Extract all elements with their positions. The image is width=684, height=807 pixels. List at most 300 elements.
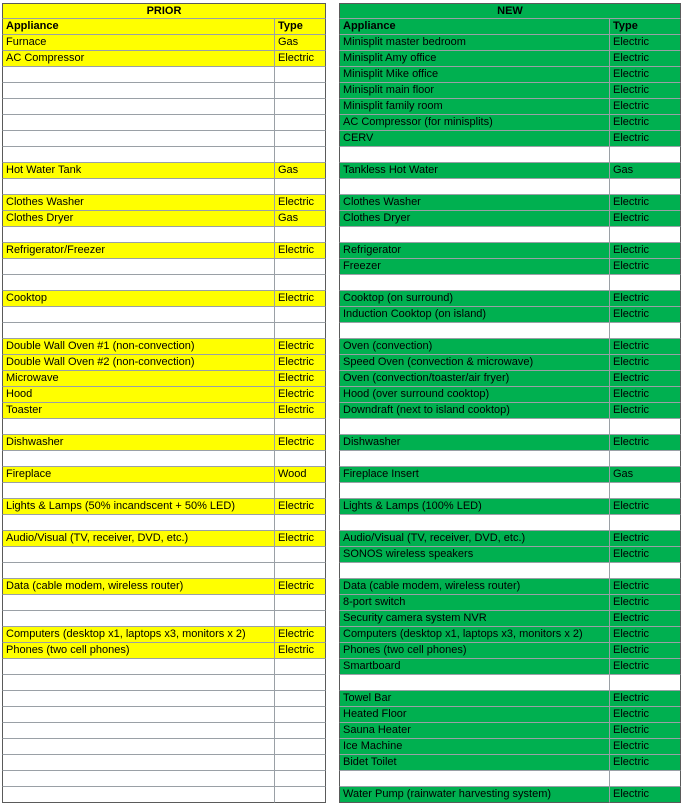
prior-type-cell[interactable]: Electric (275, 387, 326, 403)
new-appliance-cell[interactable]: Smartboard (339, 659, 610, 675)
new-type-cell[interactable]: Electric (610, 307, 681, 323)
prior-table-row (2, 691, 326, 707)
prior-appliance-cell[interactable] (2, 323, 275, 339)
new-type-cell[interactable]: Electric (610, 115, 681, 131)
prior-table-row (2, 739, 326, 755)
prior-table-row (2, 115, 326, 131)
prior-table-row (2, 611, 326, 627)
new-type-cell[interactable]: Electric (610, 547, 681, 563)
new-appliance-cell[interactable] (339, 179, 610, 195)
new-type-cell[interactable]: Electric (610, 99, 681, 115)
prior-appliance-cell[interactable]: Microwave (2, 371, 275, 387)
new-title[interactable]: NEW (339, 3, 681, 19)
prior-type-cell[interactable] (275, 227, 326, 243)
prior-appliance-cell[interactable] (2, 771, 275, 787)
prior-type-cell[interactable] (275, 323, 326, 339)
new-table-row (339, 387, 681, 403)
new-table-row (339, 195, 681, 211)
new-type-cell[interactable] (610, 179, 681, 195)
prior-appliance-cell[interactable]: Cooktop (2, 291, 275, 307)
prior-appliance-cell[interactable] (2, 451, 275, 467)
prior-appliance-cell[interactable] (2, 739, 275, 755)
new-table-row (339, 707, 681, 723)
prior-type-cell[interactable] (275, 483, 326, 499)
new-table-row (339, 771, 681, 787)
prior-type-cell[interactable] (275, 115, 326, 131)
new-appliance-cell[interactable]: Freezer (339, 259, 610, 275)
prior-type-cell[interactable] (275, 547, 326, 563)
prior-table-row (2, 547, 326, 563)
prior-appliance-cell[interactable]: Refrigerator/Freezer (2, 243, 275, 259)
prior-type-cell[interactable]: Electric (275, 355, 326, 371)
prior-type-cell[interactable] (275, 451, 326, 467)
prior-appliance-cell[interactable] (2, 99, 275, 115)
prior-table-row (2, 291, 326, 307)
new-table-row (339, 403, 681, 419)
new-type-cell[interactable]: Electric (610, 611, 681, 627)
prior-appliance-cell[interactable] (2, 675, 275, 691)
prior-appliance-cell[interactable] (2, 707, 275, 723)
new-type-cell[interactable]: Electric (610, 531, 681, 547)
prior-type-cell[interactable] (275, 755, 326, 771)
new-type-cell[interactable]: Electric (610, 627, 681, 643)
new-header-appliance[interactable]: Appliance (339, 19, 610, 35)
prior-table (2, 3, 326, 803)
new-table-row (339, 147, 681, 163)
prior-table-row (2, 275, 326, 291)
prior-type-cell[interactable] (275, 179, 326, 195)
prior-header-type[interactable]: Type (275, 19, 326, 35)
new-table-row (339, 67, 681, 83)
prior-type-cell[interactable] (275, 659, 326, 675)
prior-type-cell[interactable] (275, 787, 326, 803)
prior-table-row (2, 723, 326, 739)
prior-appliance-cell[interactable] (2, 515, 275, 531)
new-appliance-cell[interactable]: Towel Bar (339, 691, 610, 707)
prior-table-row (2, 83, 326, 99)
prior-type-cell[interactable] (275, 147, 326, 163)
new-appliance-cell[interactable]: Water Pump (rainwater harvesting system) (339, 787, 610, 803)
new-appliance-cell[interactable]: SONOS wireless speakers (339, 547, 610, 563)
new-type-cell[interactable]: Electric (610, 195, 681, 211)
new-appliance-cell[interactable] (339, 771, 610, 787)
prior-appliance-cell[interactable]: Audio/Visual (TV, receiver, DVD, etc.) (2, 531, 275, 547)
prior-type-cell[interactable]: Electric (275, 579, 326, 595)
prior-type-cell[interactable] (275, 771, 326, 787)
new-appliance-cell[interactable]: Sauna Heater (339, 723, 610, 739)
prior-appliance-cell[interactable] (2, 307, 275, 323)
prior-table-row (2, 771, 326, 787)
new-type-cell[interactable]: Electric (610, 131, 681, 147)
new-table-row (339, 595, 681, 611)
new-table-row (339, 451, 681, 467)
new-appliance-cell[interactable]: Clothes Washer (339, 195, 610, 211)
prior-appliance-cell[interactable] (2, 659, 275, 675)
new-type-cell[interactable]: Electric (610, 707, 681, 723)
prior-table-row (2, 643, 326, 659)
new-appliance-cell[interactable]: Phones (two cell phones) (339, 643, 610, 659)
new-type-cell[interactable]: Electric (610, 595, 681, 611)
prior-table-row (2, 755, 326, 771)
new-table-row (339, 131, 681, 147)
new-type-cell[interactable] (610, 675, 681, 691)
new-appliance-cell[interactable]: Clothes Dryer (339, 211, 610, 227)
new-type-cell[interactable]: Electric (610, 499, 681, 515)
prior-title[interactable]: PRIOR (2, 3, 326, 19)
new-table-row (339, 547, 681, 563)
prior-type-cell[interactable]: Wood (275, 467, 326, 483)
prior-table-row (2, 707, 326, 723)
new-table-row (339, 371, 681, 387)
new-type-cell[interactable]: Electric (610, 35, 681, 51)
new-appliance-cell[interactable] (339, 563, 610, 579)
new-type-cell[interactable]: Electric (610, 243, 681, 259)
prior-type-cell[interactable] (275, 307, 326, 323)
new-table-row (339, 211, 681, 227)
prior-table-row (2, 211, 326, 227)
prior-table-row (2, 323, 326, 339)
prior-appliance-cell[interactable] (2, 83, 275, 99)
prior-appliance-cell[interactable]: Dishwasher (2, 435, 275, 451)
new-table-row (339, 323, 681, 339)
new-type-cell[interactable]: Electric (610, 67, 681, 83)
new-header-type[interactable]: Type (610, 19, 681, 35)
prior-table-row (2, 195, 326, 211)
prior-appliance-cell[interactable] (2, 563, 275, 579)
new-type-cell[interactable]: Electric (610, 387, 681, 403)
new-table-row (339, 499, 681, 515)
new-appliance-cell[interactable]: Computers (desktop x1, laptops x3, monitors x 2) (339, 627, 610, 643)
prior-appliance-cell[interactable] (2, 179, 275, 195)
new-table-row (339, 579, 681, 595)
prior-table-row (2, 659, 326, 675)
prior-type-cell[interactable] (275, 595, 326, 611)
prior-appliance-cell[interactable] (2, 723, 275, 739)
prior-table-row (2, 67, 326, 83)
new-type-cell[interactable]: Electric (610, 579, 681, 595)
new-table-row (339, 531, 681, 547)
new-appliance-cell[interactable]: Downdraft (next to island cooktop) (339, 403, 610, 419)
prior-table-row (2, 307, 326, 323)
prior-appliance-cell[interactable] (2, 147, 275, 163)
new-table-row (339, 643, 681, 659)
prior-table-row (2, 499, 326, 515)
new-type-cell[interactable]: Electric (610, 211, 681, 227)
new-table-row (339, 691, 681, 707)
new-type-cell[interactable]: Electric (610, 355, 681, 371)
prior-type-cell[interactable] (275, 675, 326, 691)
prior-table-row (2, 627, 326, 643)
new-type-cell[interactable]: Electric (610, 435, 681, 451)
prior-header-row (2, 19, 326, 35)
new-type-cell[interactable] (610, 323, 681, 339)
prior-table-row (2, 131, 326, 147)
new-table (339, 3, 681, 803)
new-table-row (339, 99, 681, 115)
prior-table-row (2, 403, 326, 419)
prior-type-cell[interactable] (275, 99, 326, 115)
new-table-row (339, 51, 681, 67)
new-table-row (339, 611, 681, 627)
new-type-cell[interactable]: Electric (610, 723, 681, 739)
new-table-row (339, 483, 681, 499)
new-type-cell[interactable]: Electric (610, 291, 681, 307)
prior-appliance-cell[interactable] (2, 483, 275, 499)
new-type-cell[interactable]: Electric (610, 83, 681, 99)
new-table-row (339, 83, 681, 99)
new-type-cell[interactable] (610, 483, 681, 499)
prior-appliance-cell[interactable]: Hood (2, 387, 275, 403)
prior-appliance-cell[interactable]: Furnace (2, 35, 275, 51)
prior-type-cell[interactable]: Electric (275, 51, 326, 67)
new-appliance-cell[interactable]: 8-port switch (339, 595, 610, 611)
prior-type-cell[interactable] (275, 739, 326, 755)
prior-appliance-cell[interactable] (2, 595, 275, 611)
new-table-row (339, 515, 681, 531)
new-appliance-cell[interactable]: Minisplit main floor (339, 83, 610, 99)
new-table-row (339, 755, 681, 771)
prior-type-cell[interactable]: Electric (275, 435, 326, 451)
new-appliance-cell[interactable]: Induction Cooktop (on island) (339, 307, 610, 323)
prior-type-cell[interactable] (275, 723, 326, 739)
prior-table-row (2, 675, 326, 691)
prior-table-row (2, 227, 326, 243)
prior-type-cell[interactable]: Electric (275, 339, 326, 355)
new-appliance-cell[interactable]: Ice Machine (339, 739, 610, 755)
prior-table-row (2, 243, 326, 259)
new-table-row (339, 435, 681, 451)
prior-table-row (2, 419, 326, 435)
new-table-row (339, 787, 681, 803)
prior-title-row (2, 3, 326, 19)
new-type-cell[interactable] (610, 147, 681, 163)
prior-appliance-cell[interactable]: Computers (desktop x1, laptops x3, monitors x 2) (2, 627, 275, 643)
new-appliance-cell[interactable] (339, 675, 610, 691)
new-table-row (339, 339, 681, 355)
prior-table-row (2, 371, 326, 387)
prior-table-row (2, 51, 326, 67)
new-table-row (339, 675, 681, 691)
prior-appliance-cell[interactable] (2, 67, 275, 83)
new-table-row (339, 739, 681, 755)
new-appliance-cell[interactable]: AC Compressor (for minisplits) (339, 115, 610, 131)
prior-table-row (2, 483, 326, 499)
new-table-row (339, 563, 681, 579)
prior-appliance-cell[interactable] (2, 691, 275, 707)
prior-table-row (2, 147, 326, 163)
new-title-row (339, 3, 681, 19)
prior-appliance-cell[interactable] (2, 227, 275, 243)
prior-type-cell[interactable]: Electric (275, 499, 326, 515)
new-type-cell[interactable]: Gas (610, 163, 681, 179)
prior-appliance-cell[interactable] (2, 547, 275, 563)
new-table-row (339, 275, 681, 291)
new-appliance-cell[interactable] (339, 451, 610, 467)
new-appliance-cell[interactable]: Minisplit Amy office (339, 51, 610, 67)
new-appliance-cell[interactable] (339, 419, 610, 435)
new-appliance-cell[interactable]: Lights & Lamps (100% LED) (339, 499, 610, 515)
new-appliance-cell[interactable] (339, 323, 610, 339)
new-type-cell[interactable]: Electric (610, 643, 681, 659)
new-type-cell[interactable] (610, 227, 681, 243)
prior-appliance-cell[interactable]: Toaster (2, 403, 275, 419)
prior-appliance-cell[interactable]: Double Wall Oven #1 (non-convection) (2, 339, 275, 355)
new-header-row (339, 19, 681, 35)
prior-table-row (2, 259, 326, 275)
prior-appliance-cell[interactable] (2, 275, 275, 291)
prior-type-cell[interactable]: Electric (275, 643, 326, 659)
prior-appliance-cell[interactable] (2, 131, 275, 147)
prior-table-row (2, 163, 326, 179)
new-table-row (339, 163, 681, 179)
new-type-cell[interactable] (610, 771, 681, 787)
new-appliance-cell[interactable]: Bidet Toilet (339, 755, 610, 771)
new-table-row (339, 627, 681, 643)
new-type-cell[interactable] (610, 451, 681, 467)
prior-appliance-cell[interactable]: AC Compressor (2, 51, 275, 67)
prior-table-row (2, 531, 326, 547)
prior-type-cell[interactable]: Electric (275, 195, 326, 211)
new-type-cell[interactable] (610, 563, 681, 579)
prior-type-cell[interactable] (275, 419, 326, 435)
prior-type-cell[interactable]: Electric (275, 627, 326, 643)
prior-appliance-cell[interactable] (2, 755, 275, 771)
prior-table-row (2, 563, 326, 579)
prior-header-appliance[interactable]: Appliance (2, 19, 275, 35)
new-appliance-cell[interactable]: Minisplit family room (339, 99, 610, 115)
new-table-row (339, 115, 681, 131)
new-table-row (339, 659, 681, 675)
prior-appliance-cell[interactable]: Hot Water Tank (2, 163, 275, 179)
prior-table-row (2, 339, 326, 355)
prior-table-row (2, 467, 326, 483)
new-appliance-cell[interactable]: Heated Floor (339, 707, 610, 723)
new-type-cell[interactable]: Electric (610, 691, 681, 707)
new-type-cell[interactable]: Electric (610, 51, 681, 67)
prior-table-row (2, 179, 326, 195)
new-appliance-cell[interactable] (339, 275, 610, 291)
new-type-cell[interactable]: Electric (610, 659, 681, 675)
new-appliance-cell[interactable]: Tankless Hot Water (339, 163, 610, 179)
new-appliance-cell[interactable] (339, 515, 610, 531)
new-type-cell[interactable] (610, 419, 681, 435)
new-type-cell[interactable]: Electric (610, 755, 681, 771)
prior-table-row (2, 515, 326, 531)
prior-table-row (2, 435, 326, 451)
new-type-cell[interactable]: Electric (610, 787, 681, 803)
prior-appliance-cell[interactable]: Phones (two cell phones) (2, 643, 275, 659)
prior-type-cell[interactable]: Electric (275, 371, 326, 387)
new-type-cell[interactable]: Electric (610, 739, 681, 755)
prior-appliance-cell[interactable] (2, 115, 275, 131)
prior-table-row (2, 787, 326, 803)
new-appliance-cell[interactable]: Refrigerator (339, 243, 610, 259)
new-appliance-cell[interactable] (339, 483, 610, 499)
new-table-row (339, 467, 681, 483)
new-appliance-cell[interactable]: Audio/Visual (TV, receiver, DVD, etc.) (339, 531, 610, 547)
prior-appliance-cell[interactable] (2, 611, 275, 627)
new-appliance-cell[interactable]: Speed Oven (convection & microwave) (339, 355, 610, 371)
new-appliance-cell[interactable]: Cooktop (on surround) (339, 291, 610, 307)
prior-table-row (2, 35, 326, 51)
new-type-cell[interactable]: Electric (610, 371, 681, 387)
new-table-row (339, 243, 681, 259)
new-type-cell[interactable] (610, 275, 681, 291)
new-appliance-cell[interactable]: Oven (convection) (339, 339, 610, 355)
new-appliance-cell[interactable] (339, 147, 610, 163)
prior-appliance-cell[interactable] (2, 419, 275, 435)
new-appliance-cell[interactable]: Data (cable modem, wireless router) (339, 579, 610, 595)
new-table-row (339, 355, 681, 371)
new-appliance-cell[interactable]: CERV (339, 131, 610, 147)
prior-appliance-cell[interactable] (2, 787, 275, 803)
prior-type-cell[interactable]: Electric (275, 531, 326, 547)
prior-type-cell[interactable]: Gas (275, 163, 326, 179)
prior-type-cell[interactable] (275, 131, 326, 147)
new-appliance-cell[interactable]: Hood (over surround cooktop) (339, 387, 610, 403)
new-table-row (339, 179, 681, 195)
new-table-row (339, 419, 681, 435)
prior-type-cell[interactable] (275, 515, 326, 531)
new-appliance-cell[interactable]: Oven (convection/toaster/air fryer) (339, 371, 610, 387)
prior-type-cell[interactable]: Electric (275, 291, 326, 307)
new-table-row (339, 307, 681, 323)
new-table-row (339, 35, 681, 51)
prior-type-cell[interactable] (275, 259, 326, 275)
prior-table-row (2, 99, 326, 115)
prior-type-cell[interactable]: Gas (275, 35, 326, 51)
new-type-cell[interactable]: Gas (610, 467, 681, 483)
prior-appliance-cell[interactable]: Lights & Lamps (50% incandscent + 50% LED) (2, 499, 275, 515)
prior-appliance-cell[interactable] (2, 259, 275, 275)
prior-type-cell[interactable] (275, 691, 326, 707)
new-type-cell[interactable]: Electric (610, 403, 681, 419)
prior-type-cell[interactable] (275, 611, 326, 627)
new-appliance-cell[interactable]: Minisplit Mike office (339, 67, 610, 83)
prior-appliance-cell[interactable]: Clothes Dryer (2, 211, 275, 227)
new-appliance-cell[interactable]: Dishwasher (339, 435, 610, 451)
new-appliance-cell[interactable]: Security camera system NVR (339, 611, 610, 627)
prior-table-row (2, 355, 326, 371)
new-appliance-cell[interactable] (339, 227, 610, 243)
prior-type-cell[interactable] (275, 275, 326, 291)
new-appliance-cell[interactable]: Minisplit master bedroom (339, 35, 610, 51)
prior-type-cell[interactable]: Gas (275, 211, 326, 227)
new-table-row (339, 227, 681, 243)
prior-type-cell[interactable] (275, 83, 326, 99)
new-table-row (339, 291, 681, 307)
prior-type-cell[interactable]: Electric (275, 403, 326, 419)
prior-table-row (2, 387, 326, 403)
prior-appliance-cell[interactable]: Double Wall Oven #2 (non-convection) (2, 355, 275, 371)
prior-table-row (2, 451, 326, 467)
prior-type-cell[interactable]: Electric (275, 243, 326, 259)
prior-appliance-cell[interactable]: Data (cable modem, wireless router) (2, 579, 275, 595)
prior-type-cell[interactable] (275, 707, 326, 723)
new-type-cell[interactable]: Electric (610, 339, 681, 355)
prior-table-row (2, 595, 326, 611)
prior-appliance-cell[interactable]: Fireplace (2, 467, 275, 483)
new-table-row (339, 723, 681, 739)
new-type-cell[interactable] (610, 515, 681, 531)
prior-appliance-cell[interactable]: Clothes Washer (2, 195, 275, 211)
prior-table-row (2, 579, 326, 595)
new-appliance-cell[interactable]: Fireplace Insert (339, 467, 610, 483)
new-table-row (339, 259, 681, 275)
new-type-cell[interactable]: Electric (610, 259, 681, 275)
prior-type-cell[interactable] (275, 563, 326, 579)
prior-type-cell[interactable] (275, 67, 326, 83)
